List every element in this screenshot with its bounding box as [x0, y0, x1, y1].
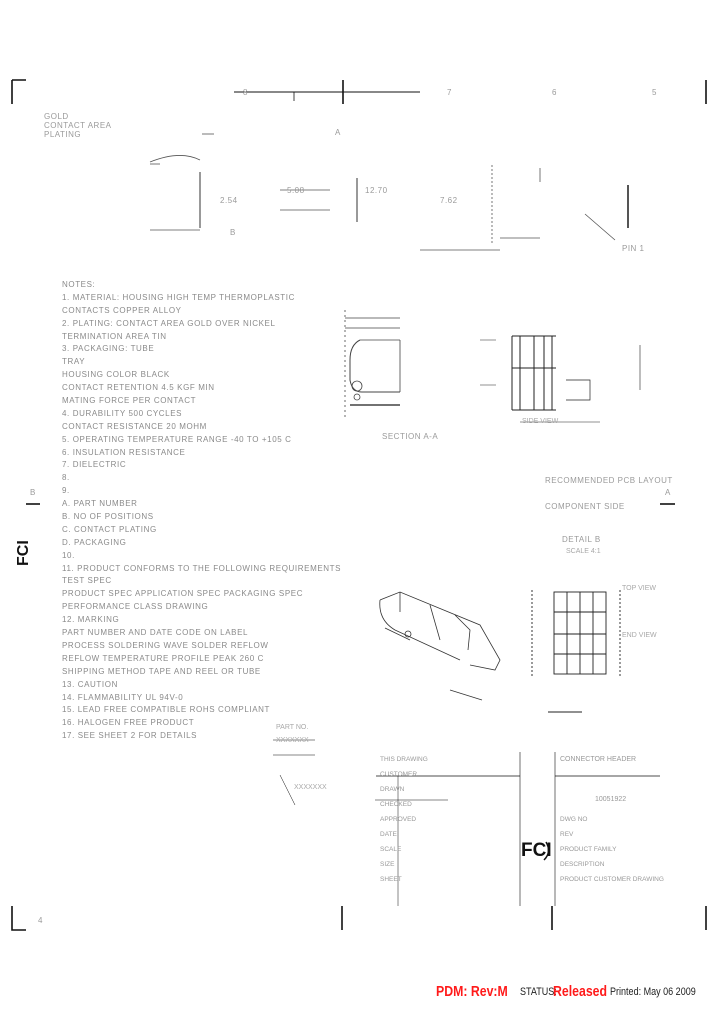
note-line: TEST SPEC: [62, 576, 112, 586]
pdm-revision: PDM: Rev:M: [436, 983, 508, 1000]
dim-label: 12.70: [365, 186, 388, 195]
svg-text:FCI: FCI: [15, 540, 32, 566]
titleblock-row: THIS DRAWING: [380, 756, 428, 763]
header-line: PLATING: [44, 130, 82, 139]
zone-mark-5: 4: [38, 916, 43, 925]
top-assembly: [150, 134, 628, 250]
note-line: 1. MATERIAL: HOUSING HIGH TEMP THERMOPLASTIC: [62, 292, 295, 302]
note-line: 16. HALOGEN FREE PRODUCT: [62, 718, 195, 728]
note-line: 5. OPERATING TEMPERATURE RANGE -40 TO +105 C: [62, 434, 292, 444]
pin-callout: PIN 1: [622, 244, 645, 253]
note-line: 13. CAUTION: [62, 679, 118, 689]
note-line: 17. SEE SHEET 2 FOR DETAILS: [62, 731, 198, 741]
note-line: SHIPPING METHOD TAPE AND REEL OR TUBE: [62, 666, 261, 676]
printed-date: Printed: May 06 2009: [610, 986, 696, 998]
part-table-header: PART NO.: [276, 724, 309, 731]
dim-label: 5.08: [287, 186, 305, 195]
front-view: [480, 336, 640, 422]
bottom-view: [532, 590, 620, 712]
titleblock-row: SIZE: [380, 861, 395, 868]
titleblock-row: CHECKED: [380, 801, 412, 808]
view-label: SIDE VIEW: [522, 418, 559, 425]
part-table: [276, 724, 327, 791]
titleblock-doc-row: REV: [560, 831, 574, 838]
note-line: MATING FORCE PER CONTACT: [62, 396, 197, 406]
zone-mark-1: 8: [243, 88, 248, 97]
header-line: GOLD: [44, 112, 69, 121]
titleblock-row: DRAWN: [380, 786, 405, 793]
note-line: 12. MARKING: [62, 615, 120, 625]
titleblock-left: [380, 752, 520, 887]
status-bar: [430, 982, 720, 1004]
note-line: PROCESS SOLDERING WAVE SOLDER REFLOW: [62, 640, 269, 650]
note-line: 8.: [62, 473, 70, 483]
note-line: PART NUMBER AND DATE CODE ON LABEL: [62, 628, 249, 638]
titleblock-part-number: 10051922: [595, 796, 627, 803]
note-line: CONTACT RETENTION 4.5 KGF MIN: [62, 383, 215, 393]
header-block: [44, 112, 112, 139]
note-line: PRODUCT SPEC APPLICATION SPEC PACKAGING SPEC: [62, 589, 304, 599]
dim-label: A: [335, 128, 341, 137]
note-line: 3. PACKAGING: TUBE: [62, 344, 155, 354]
side-mark-b: B: [30, 488, 36, 497]
part-table-row: XXXXXXX: [294, 784, 327, 791]
view-label: TOP VIEW: [622, 585, 656, 592]
isometric-view: [380, 592, 500, 700]
recommended-pcb-label: RECOMMENDED PCB LAYOUT: [545, 476, 673, 485]
side-view: [345, 310, 400, 420]
note-line: 2. PLATING: CONTACT AREA GOLD OVER NICKEL: [62, 318, 276, 328]
zone-mark-2: 7: [447, 88, 452, 97]
dim-label: 2.54: [220, 196, 238, 205]
note-line: 4. DURABILITY 500 CYCLES: [62, 408, 183, 418]
titleblock-row: SHEET: [380, 876, 402, 883]
titleblock-doc-row: PRODUCT CUSTOMER DRAWING: [560, 876, 664, 883]
status-value: Released: [553, 983, 608, 1000]
svg-text:FCI: FCI: [521, 840, 552, 861]
titleblock-doc-row: DESCRIPTION: [560, 861, 605, 868]
note-line: 6. INSULATION RESISTANCE: [62, 447, 186, 457]
side-mark-a: A: [665, 488, 671, 497]
header-line: CONTACT AREA: [44, 121, 112, 130]
dim-label: 7.62: [440, 196, 458, 205]
titleblock-row: DATE: [380, 831, 397, 838]
component-side-label: COMPONENT SIDE: [545, 502, 625, 511]
note-line: C. CONTACT PLATING: [62, 524, 157, 534]
view-label: END VIEW: [622, 632, 657, 639]
notes-block: [62, 279, 342, 756]
note-line: CONTACT RESISTANCE 20 MOHM: [62, 421, 207, 431]
note-line: B. NO OF POSITIONS: [62, 512, 154, 522]
fci-logo-side: [15, 540, 32, 566]
note-line: REFLOW TEMPERATURE PROFILE PEAK 260 C: [62, 653, 264, 663]
zone-mark-4: 5: [652, 88, 657, 97]
titleblock-row: CUSTOMER: [380, 771, 418, 778]
note-line: TERMINATION AREA TIN: [62, 331, 167, 341]
section-label: SECTION A-A: [382, 432, 439, 441]
titleblock-doc-row: DWG NO: [560, 816, 588, 823]
detail-label: DETAIL B: [562, 535, 601, 544]
note-line: NOTES:: [62, 280, 96, 289]
fci-logo-titleblock: [521, 840, 552, 861]
note-line: 11. PRODUCT CONFORMS TO THE FOLLOWING REQUIREMENTS: [62, 563, 342, 573]
note-line: A. PART NUMBER: [62, 499, 138, 509]
note-line: 10.: [62, 550, 75, 560]
note-line: D. PACKAGING: [62, 537, 127, 547]
titleblock-row: SCALE: [380, 846, 402, 853]
titleblock-right: [560, 812, 664, 887]
note-line: PERFORMANCE CLASS DRAWING: [62, 602, 209, 612]
status-label: STATUS:: [520, 986, 557, 998]
part-table-row: XXXXXXX: [276, 737, 309, 744]
titleblock-doc-row: PRODUCT FAMILY: [560, 846, 617, 853]
titleblock-row: APPROVED: [380, 816, 417, 823]
note-line: 7. DIELECTRIC: [62, 460, 127, 470]
note-line: TRAY: [62, 357, 86, 367]
titleblock-title: CONNECTOR HEADER: [560, 756, 637, 763]
zone-mark-3: 6: [552, 88, 557, 97]
note-line: CONTACTS COPPER ALLOY: [62, 305, 182, 315]
detail-scale: SCALE 4:1: [566, 548, 601, 555]
dim-label: B: [230, 228, 236, 237]
note-line: 15. LEAD FREE COMPATIBLE ROHS COMPLIANT: [62, 705, 271, 715]
note-line: HOUSING COLOR BLACK: [62, 370, 170, 380]
note-line: 14. FLAMMABILITY UL 94V-0: [62, 692, 184, 702]
note-line: 9.: [62, 486, 70, 496]
